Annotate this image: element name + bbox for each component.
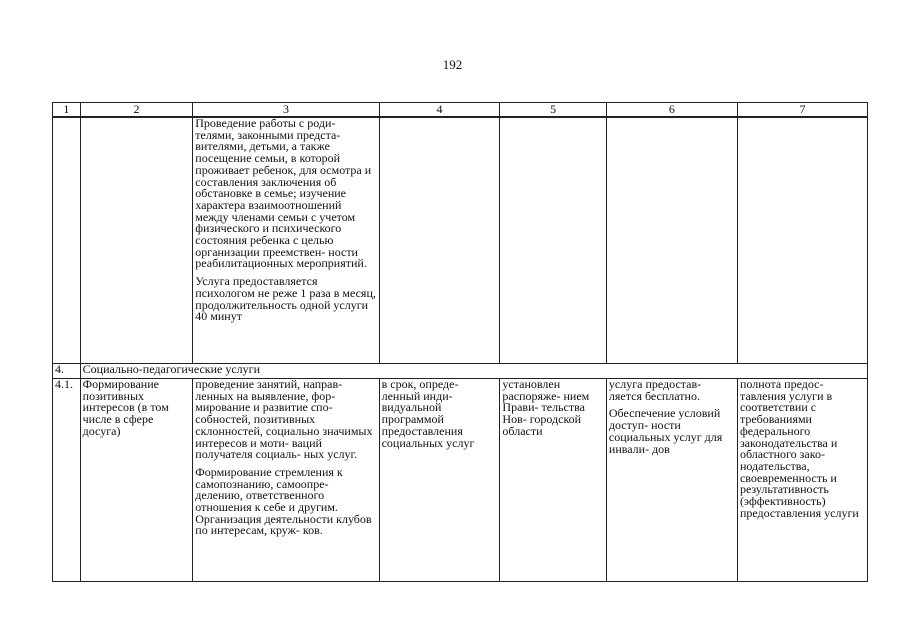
service-description: Проведение работы с роди- телями, законными предста- вителями, детьми, а также посещение семьи, в которой проживает ребенок, для осмотра и составления заключения об обстановке в семье; изучение характера взаимоотношений между членами семьи с учетом физического и психического состояния ребенка с целью организации преемствен- ности реабилитационных мероприятий. [195,117,372,271]
section-number: 4. [53,364,81,379]
cell-service-name [80,117,193,364]
column-header-7: 7 [737,103,867,118]
services-table [52,102,868,582]
service-description: проведение занятий, направ- ленных на выявление, фор- мирование и развитие спо- собностей, позитивных склонностей, социально значимых интересов и моти- ваций получателя социаль- ных услуг. [195,378,373,462]
cell-term: в срок, опреде- ленный инди- видуальной программой предоставления социальных услуг [379,379,500,582]
cell-service-content [193,117,379,364]
cell-tariff [500,117,606,364]
cell-quality [737,117,867,364]
service-frequency: Услуга предоставляется психологом не реже 1 раза в месяц, продолжительность одной услуги 40 минут [195,274,376,324]
column-header-5: 5 [500,103,606,118]
column-header-1: 1 [53,103,81,118]
cell-conditions [606,379,737,582]
cell-service-content [193,379,379,582]
conditions-accessibility: Обеспечение условий доступ- ности социальных услуг для инвали- дов [608,406,723,456]
column-header-2: 2 [80,103,193,118]
service-description-continued: Формирование стремления к самопознанию, самоопре- делению, ответственного отношения к себе и другим. Организация деятельности клубов по интересам, круж- ков. [195,464,372,538]
page-number: 192 [442,57,463,72]
column-header-6: 6 [606,103,737,118]
cell-tariff: установлен распоряже- нием Прави- тельства Нов- городской области [500,379,606,582]
table-header-row [53,103,868,118]
column-header-4: 4 [379,103,500,118]
column-header-3: 3 [193,103,379,118]
section-title: Социально-педагогические услуги [80,364,867,379]
cell-term [379,117,500,364]
table-row [53,117,868,364]
cell-conditions [606,117,737,364]
cell-number [53,117,81,364]
row-number: 4.1. [53,379,81,582]
cell-quality: полнота предос- тавления услуги в соответствии с требованиями федерального законодательства и областного зако- нодательства, своевременность и результативность (эффективность) предоставления услуги [737,379,867,582]
section-row [53,364,868,379]
table-row [53,379,868,582]
cell-service-name: Формирование позитивных интересов (в том числе в сфере досуга) [80,379,193,582]
conditions-free: услуга предостав- ляется бесплатно. [608,378,702,403]
